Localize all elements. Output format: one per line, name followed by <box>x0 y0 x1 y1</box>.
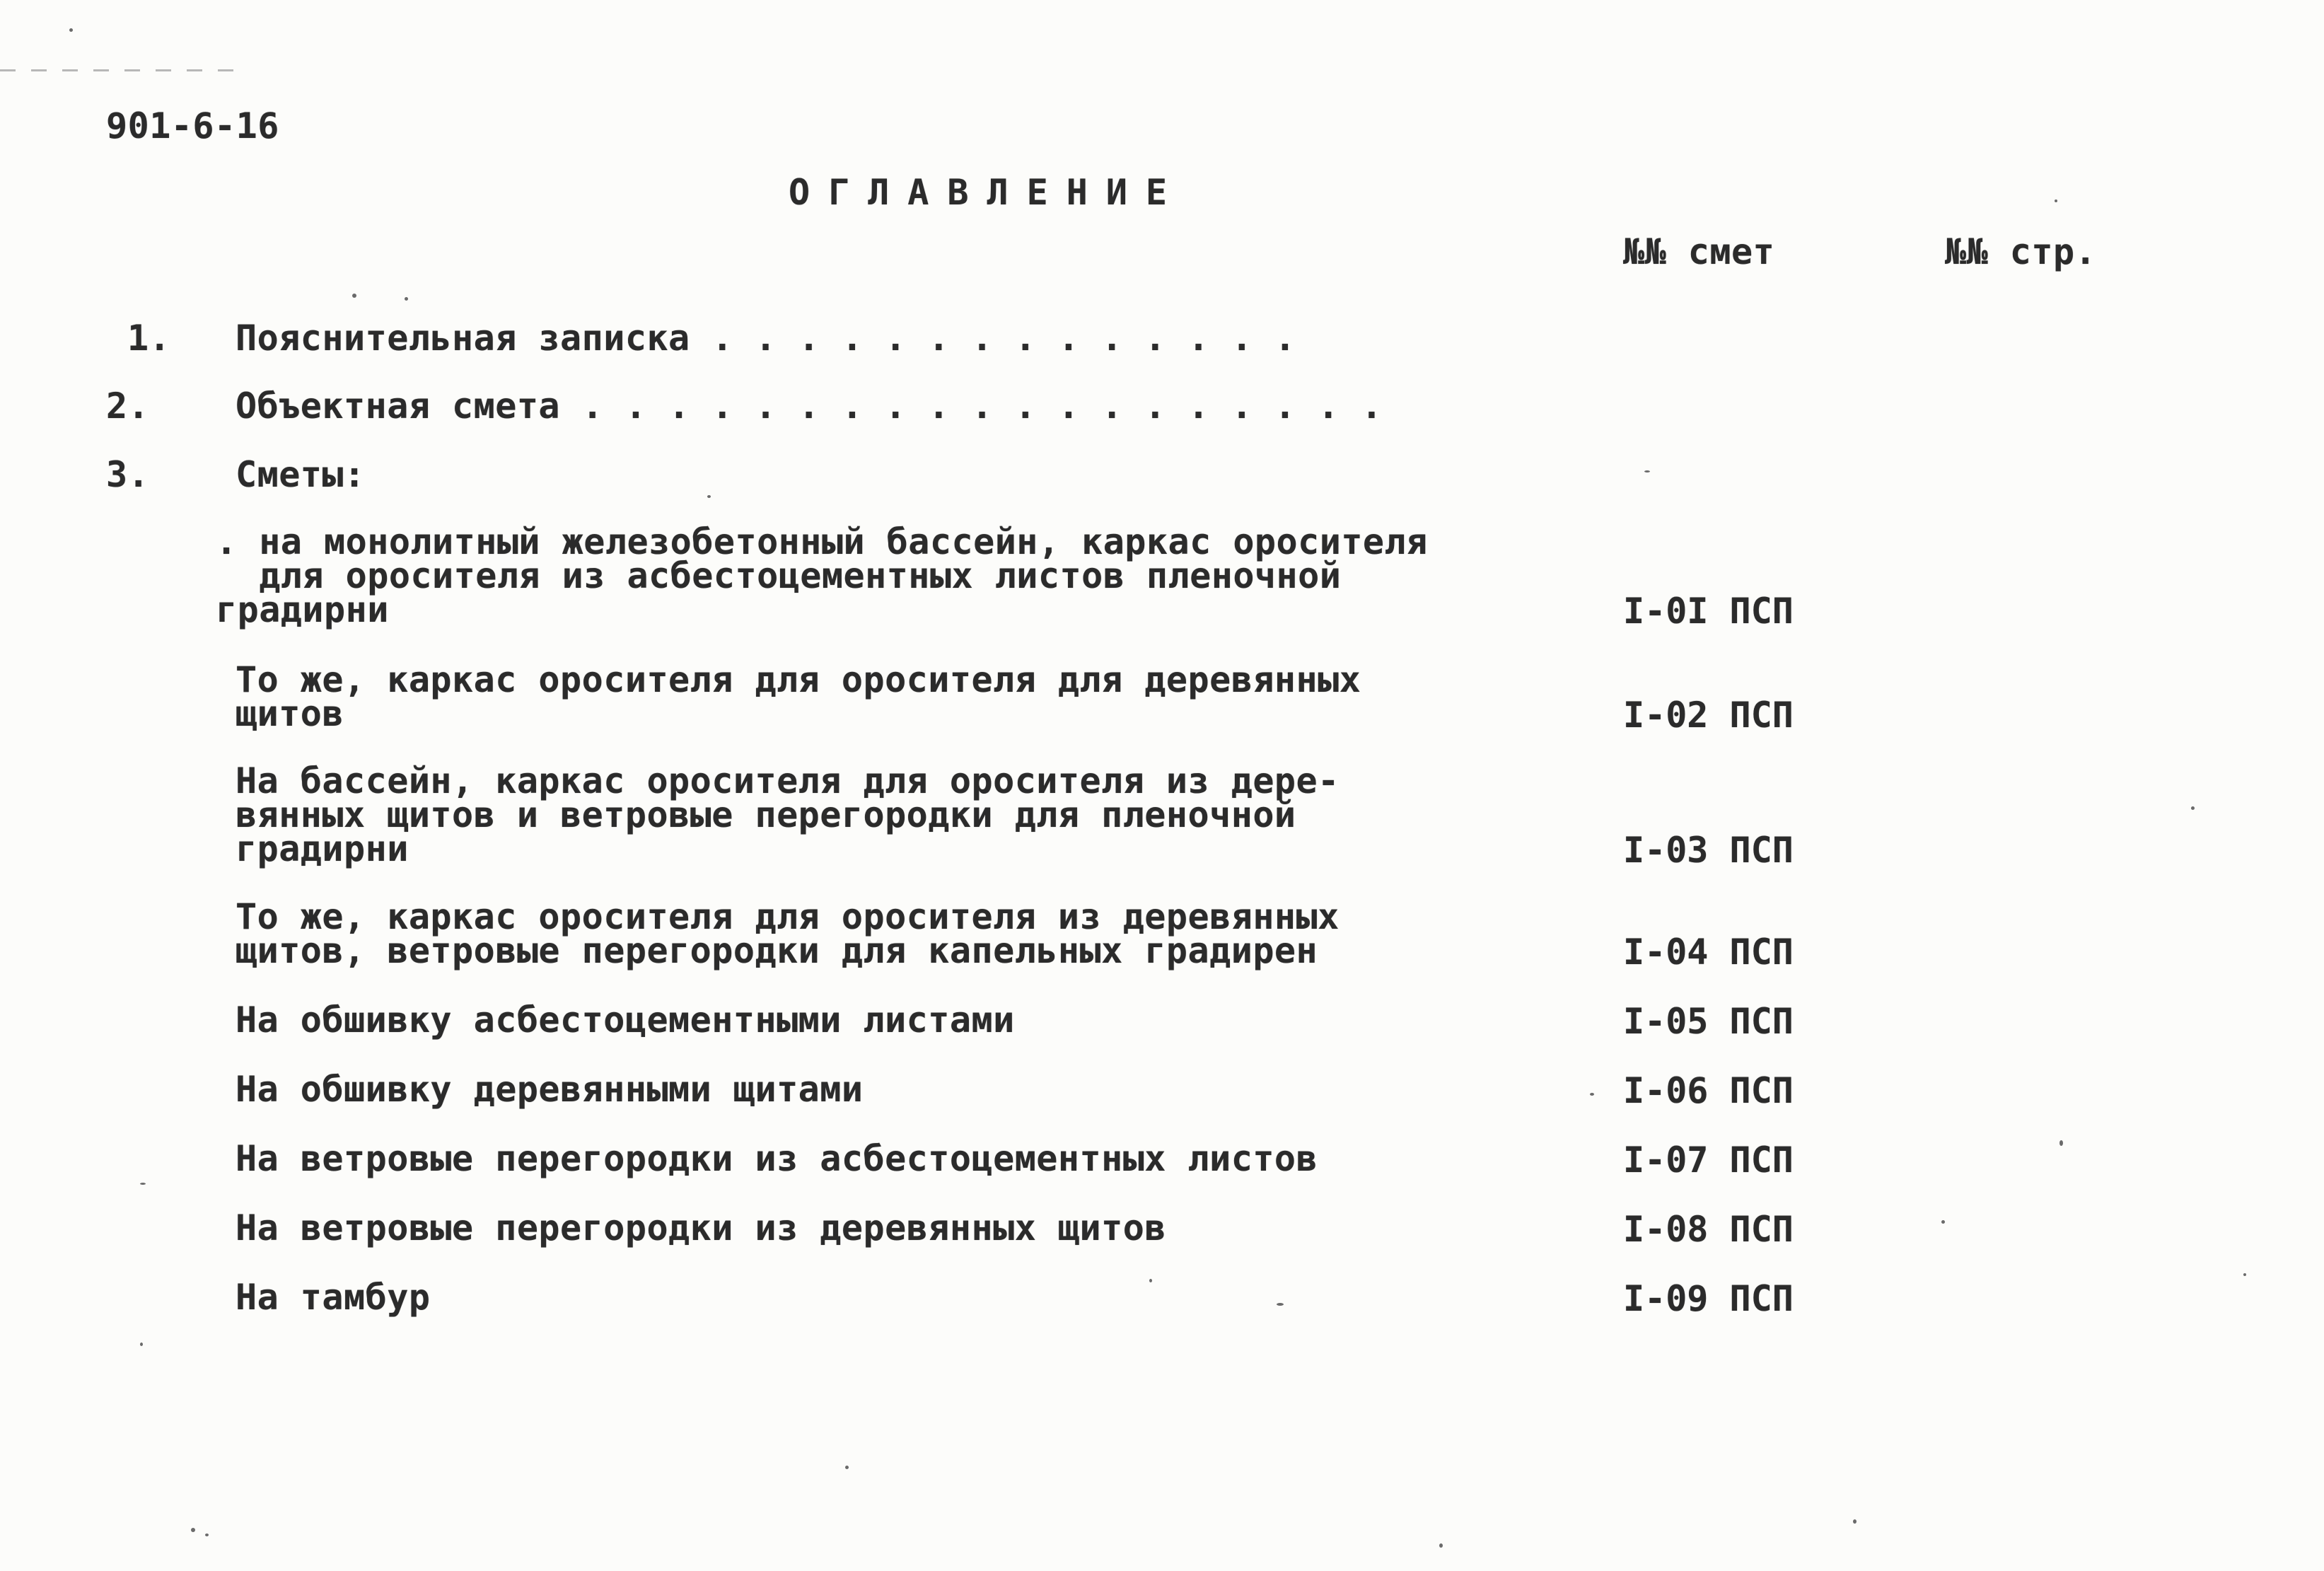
estimate-entry-text: На ветровые перегородки из асбестоцементных листов <box>236 1138 1318 1179</box>
estimate-entry-text: То же, каркас оросителя для оросителя для деревянных щитов <box>236 659 1361 734</box>
scan-speck <box>205 1534 209 1536</box>
scan-speck <box>1644 470 1650 473</box>
estimate-entry-code: I-04 ПСП <box>1623 932 1794 973</box>
column-header-estimate: №№ смет <box>1623 231 1775 272</box>
section-label-2: Объектная смета . . . . . . . . . . . . . . . . . . . <box>236 385 1383 427</box>
scan-speck <box>1941 1220 1945 1224</box>
section-number-1: 1. <box>127 318 171 359</box>
scan-speck <box>140 1183 146 1185</box>
estimate-entry-code: I-08 ПСП <box>1623 1209 1794 1250</box>
estimate-entry-code: I-0I ПСП <box>1623 591 1794 632</box>
scan-speck <box>2191 806 2195 810</box>
scan-edge-dashes <box>0 69 240 71</box>
estimate-entry-code: I-05 ПСП <box>1623 1001 1794 1042</box>
scan-speck <box>1277 1303 1284 1306</box>
estimate-entry-text: На обшивку деревянными щитами <box>236 1069 864 1110</box>
scan-speck <box>2059 1140 2063 1146</box>
document-code: 901-6-16 <box>106 105 279 146</box>
scan-speck <box>352 294 356 298</box>
section-label-3: Сметы: <box>236 454 366 495</box>
estimate-entry-text: То же, каркас оросителя для оросителя из деревянных щитов, ветровые перегородки для капельных градирен <box>236 896 1340 971</box>
section-label-1: Пояснительная записка . . . . . . . . . . . . . . <box>236 318 1296 359</box>
page-title: ОГЛАВЛЕНИЕ <box>789 172 1186 213</box>
scan-speck <box>1439 1543 1443 1548</box>
scan-speck <box>1853 1519 1857 1524</box>
scan-speck <box>69 28 73 32</box>
estimate-entry-text: На ветровые перегородки из деревянных щитов <box>236 1207 1166 1248</box>
estimate-entry-code: I-09 ПСП <box>1623 1278 1794 1319</box>
estimate-entry-text: . на монолитный железобетонный бассейн, каркас оросителя для оросителя из асбестоцементных листов пленочной градирни <box>216 521 1428 630</box>
section-number-2: 2. <box>106 385 150 427</box>
scan-speck <box>845 1466 849 1469</box>
estimate-entry-text: На бассейн, каркас оросителя для оросителя из дере- вянных щитов и ветровые перегородки для пленочной градирни <box>236 760 1340 869</box>
estimate-entry-code: I-02 ПСП <box>1623 695 1794 736</box>
scan-speck <box>1590 1093 1594 1096</box>
scan-speck <box>707 495 711 498</box>
estimate-entry-code: I-03 ПСП <box>1623 830 1794 871</box>
estimate-entry-text: На обшивку асбестоцементными листами <box>236 999 1015 1040</box>
scan-speck <box>2055 199 2057 202</box>
scan-speck <box>1149 1279 1152 1282</box>
section-number-3: 3. <box>106 454 150 495</box>
estimate-entry-code: I-07 ПСП <box>1623 1140 1794 1181</box>
estimate-entry-code: I-06 ПСП <box>1623 1070 1794 1111</box>
column-header-page: №№ стр. <box>1945 231 2097 272</box>
scan-speck <box>405 297 408 301</box>
scan-speck <box>2243 1273 2246 1276</box>
scan-speck <box>191 1528 195 1532</box>
estimate-entry-text: На тамбур <box>236 1277 431 1318</box>
scan-speck <box>140 1343 143 1346</box>
